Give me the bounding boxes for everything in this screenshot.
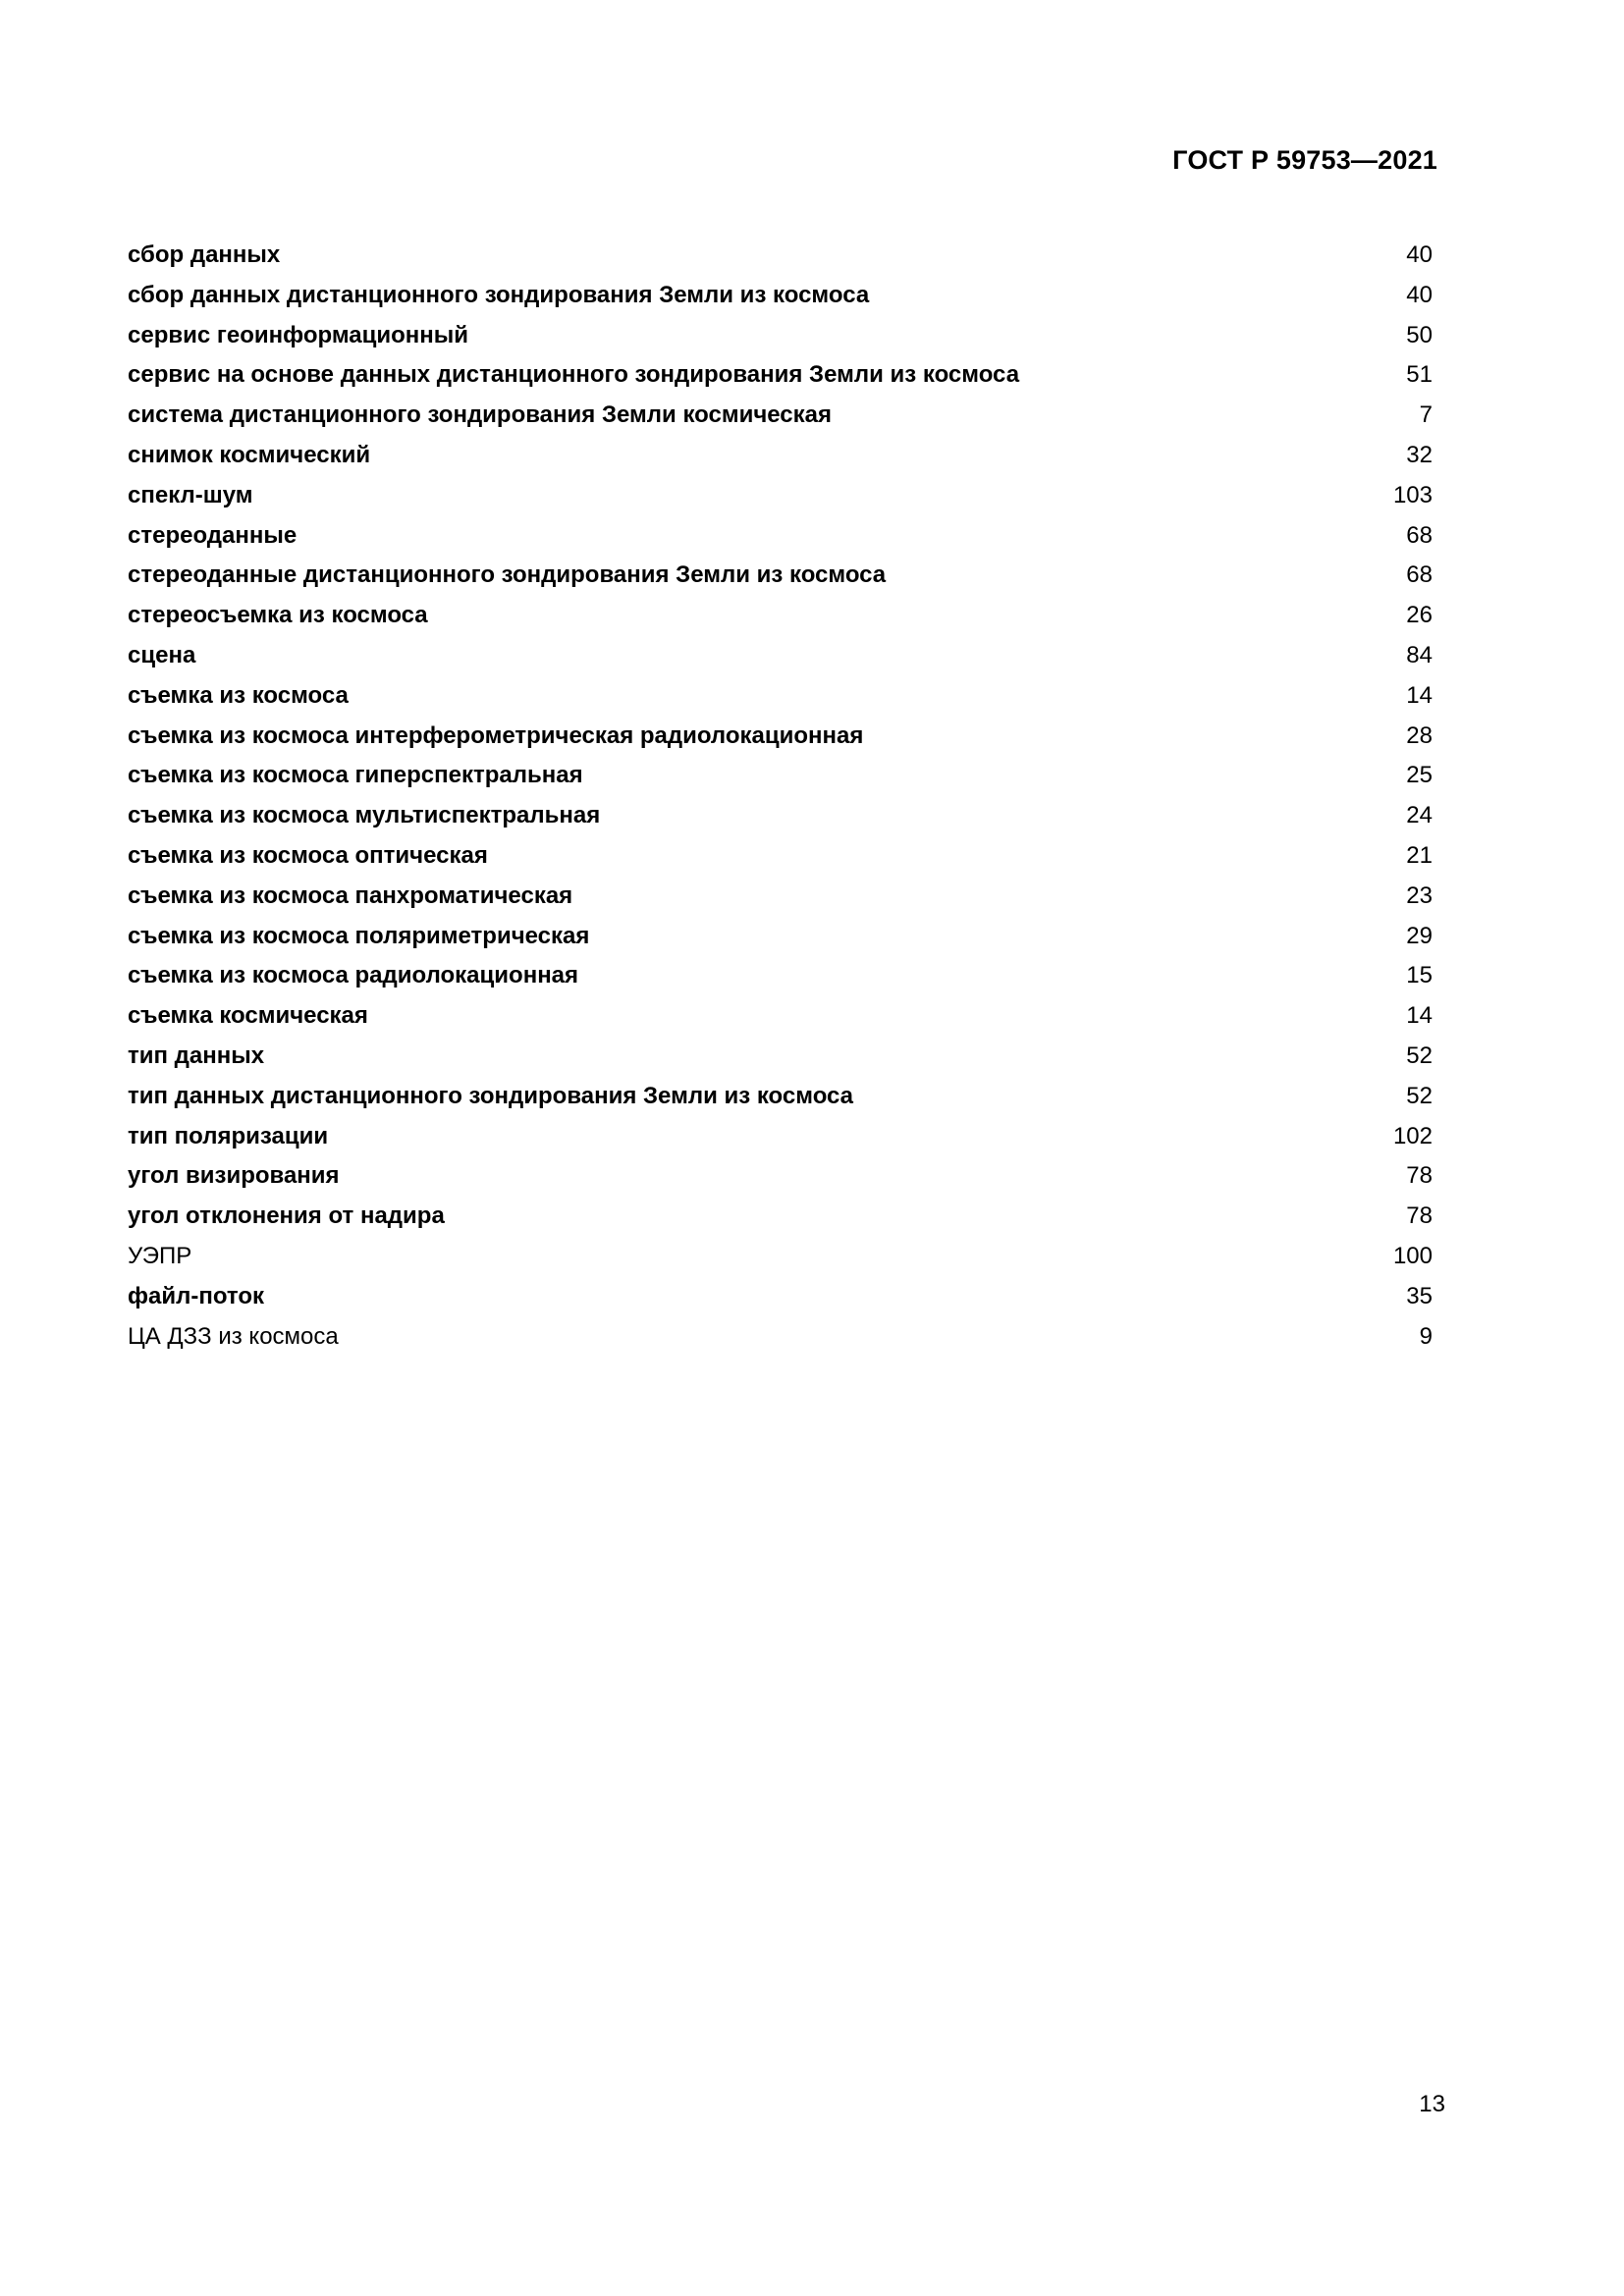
index-term: съемка из космоса мультиспектральная [128,802,601,829]
index-term-number: 35 [1406,1282,1433,1309]
index-term: файл-поток [128,1282,265,1309]
index-term: система дистанционного зондирования Земли космическая [128,401,833,429]
index-row [128,355,1433,396]
index-term: съемка из космоса оптическая [128,841,488,869]
index-term-number: 40 [1406,241,1433,268]
index-term: стереосъемка из космоса [128,602,428,629]
document-code-header: ГОСТ Р 59753—2021 [1172,145,1437,175]
alphabetical-term-index [128,236,1433,1357]
index-row [128,1237,1433,1277]
index-row [128,636,1433,676]
index-term-number: 52 [1406,1041,1433,1069]
index-term: стереоданные дистанционного зондирования Земли из космоса [128,561,887,589]
index-row [128,676,1433,717]
index-term: съемка из космоса радиолокационная [128,962,579,989]
index-term: угол визирования [128,1162,340,1190]
index-row [128,396,1433,436]
index-term: сервис геоинформационный [128,321,469,348]
index-term-number: 14 [1406,681,1433,709]
index-term-number: 102 [1392,1122,1433,1149]
index-term-number: 28 [1406,721,1433,749]
index-term-number: 26 [1406,602,1433,629]
index-term: съемка из космоса [128,681,349,709]
index-row [128,836,1433,877]
index-term: угол отклонения от надира [128,1202,445,1230]
index-row [128,756,1433,796]
index-row [128,1037,1433,1077]
index-row [128,476,1433,516]
index-term: сбор данных [128,241,281,268]
index-term-number: 100 [1392,1242,1433,1269]
index-term: съемка из космоса гиперспектральная [128,762,583,789]
index-term: съемка из космоса панхроматическая [128,881,573,909]
index-row [128,1117,1433,1157]
index-row [128,1317,1433,1358]
index-term-number: 25 [1406,762,1433,789]
index-row [128,956,1433,996]
index-term: снимок космический [128,441,371,468]
index-row [128,236,1433,276]
index-term-number: 78 [1406,1202,1433,1230]
index-term-number: 15 [1406,962,1433,989]
index-term: тип поляризации [128,1122,329,1149]
index-term-number: 14 [1406,1002,1433,1030]
index-term: стереоданные [128,521,298,549]
index-term: сбор данных дистанционного зондирования Земли из космоса [128,281,870,308]
index-row [128,877,1433,917]
index-term: УЭПР [128,1242,192,1269]
index-term-number: 51 [1406,361,1433,389]
index-term: тип данных [128,1041,265,1069]
index-row [128,316,1433,356]
index-row [128,1156,1433,1197]
index-term: спекл-шум [128,481,253,508]
index-row [128,596,1433,636]
index-row [128,796,1433,836]
index-term: сервис на основе данных дистанционного зондирования Земли из космоса [128,361,1020,389]
index-term-number: 23 [1406,881,1433,909]
index-term-number: 40 [1406,281,1433,308]
index-row [128,1277,1433,1317]
index-term: съемка космическая [128,1002,368,1030]
index-row [128,1077,1433,1117]
index-term-number: 84 [1406,641,1433,668]
index-row [128,276,1433,316]
index-row [128,1197,1433,1237]
index-row [128,516,1433,557]
index-term: съемка из космоса интерферометрическая радиолокационная [128,721,864,749]
index-term: ЦА ДЗЗ из космоса [128,1322,339,1350]
index-term-number: 68 [1406,561,1433,589]
index-term-number: 68 [1406,521,1433,549]
index-term-number: 52 [1406,1082,1433,1109]
index-term-number: 24 [1406,802,1433,829]
index-term-number: 78 [1406,1162,1433,1190]
index-row [128,996,1433,1037]
index-row [128,717,1433,757]
index-term-number: 9 [1419,1322,1433,1350]
index-term: сцена [128,641,196,668]
index-row [128,436,1433,476]
index-term-number: 7 [1419,401,1433,429]
index-term-number: 21 [1406,841,1433,869]
index-term-number: 32 [1406,441,1433,468]
index-term: съемка из космоса поляриметрическая [128,922,590,949]
index-term: тип данных дистанционного зондирования Земли из космоса [128,1082,854,1109]
page-number: 13 [1419,2091,1445,2117]
index-row [128,917,1433,957]
index-row [128,556,1433,596]
index-term-number: 50 [1406,321,1433,348]
index-term-number: 29 [1406,922,1433,949]
index-term-number: 103 [1392,481,1433,508]
